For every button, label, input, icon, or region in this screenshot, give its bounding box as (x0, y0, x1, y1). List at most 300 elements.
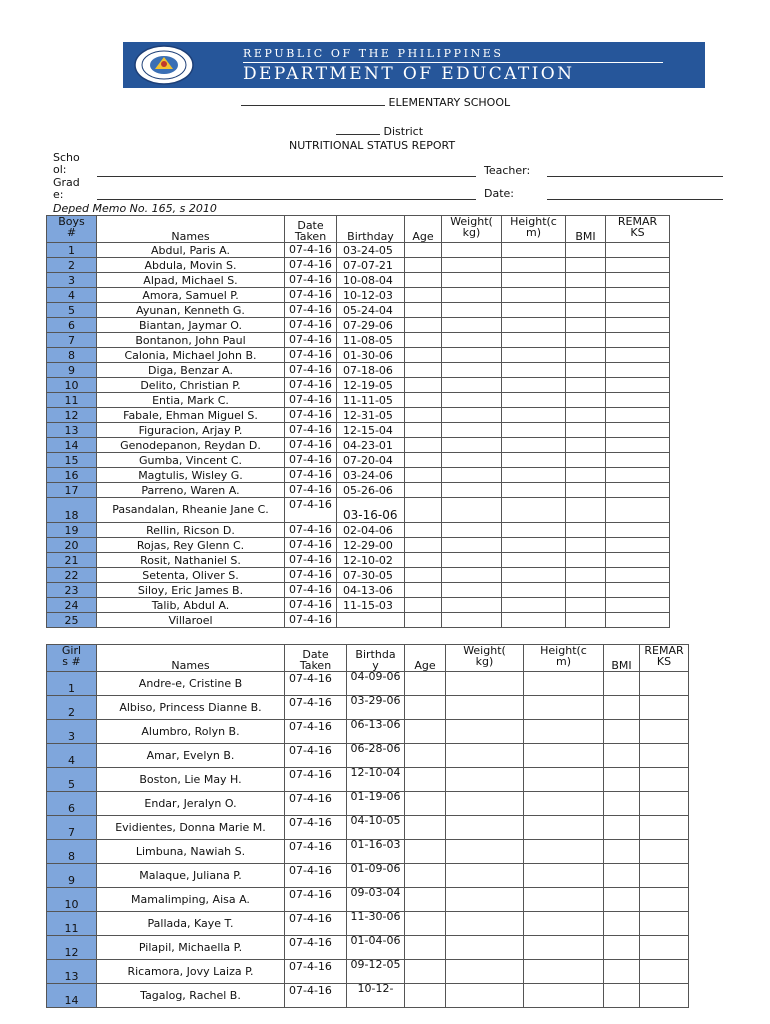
age-cell[interactable] (405, 720, 446, 744)
weight-cell[interactable] (442, 318, 502, 333)
date-taken: 07-4-16 (285, 408, 337, 423)
height-cell[interactable] (502, 408, 566, 423)
weight-cell[interactable] (442, 613, 502, 628)
student-name: Amora, Samuel P. (97, 288, 285, 303)
height-cell[interactable] (524, 840, 604, 864)
birthday: 12-10-04 (347, 768, 405, 792)
remarks-cell[interactable] (606, 348, 670, 363)
remarks-cell[interactable] (640, 696, 689, 720)
bmi-cell[interactable] (566, 303, 606, 318)
bmi-cell[interactable] (604, 888, 640, 912)
table-row (47, 453, 670, 468)
girls-date-header: Date Taken (285, 645, 347, 672)
age-cell[interactable] (405, 333, 442, 348)
remarks-cell[interactable] (640, 888, 689, 912)
bmi-cell[interactable] (566, 273, 606, 288)
height-cell[interactable] (502, 538, 566, 553)
age-cell[interactable] (405, 936, 446, 960)
age-cell[interactable] (405, 523, 442, 538)
height-cell[interactable] (502, 273, 566, 288)
age-cell[interactable] (405, 273, 442, 288)
bmi-cell[interactable] (566, 613, 606, 628)
remarks-cell[interactable] (606, 523, 670, 538)
weight-cell[interactable] (446, 768, 524, 792)
row-number: 13 (47, 960, 97, 984)
date-taken: 07-4-16 (285, 438, 337, 453)
birthday: 12-19-05 (337, 378, 405, 393)
remarks-cell[interactable] (606, 598, 670, 613)
height-cell[interactable] (502, 243, 566, 258)
age-cell[interactable] (405, 393, 442, 408)
age-cell[interactable] (405, 318, 442, 333)
remarks-cell[interactable] (606, 408, 670, 423)
table-row (47, 393, 670, 408)
department-text: DEPARTMENT OF EDUCATION (243, 63, 575, 84)
age-cell[interactable] (405, 498, 442, 523)
student-name: Limbuna, Nawiah S. (97, 840, 285, 864)
table-row (47, 672, 689, 696)
deped-memo: Deped Memo No. 165, s 2010 (53, 202, 217, 215)
age-cell[interactable] (405, 483, 442, 498)
row-number: 14 (47, 984, 97, 1008)
bmi-cell[interactable] (566, 408, 606, 423)
student-name: Abdula, Movin S. (97, 258, 285, 273)
weight-cell[interactable] (446, 936, 524, 960)
height-cell[interactable] (524, 672, 604, 696)
height-cell[interactable] (502, 258, 566, 273)
bmi-cell[interactable] (604, 672, 640, 696)
bmi-cell[interactable] (566, 318, 606, 333)
height-cell[interactable] (524, 936, 604, 960)
weight-cell[interactable] (442, 598, 502, 613)
birthday: 01-30-06 (337, 348, 405, 363)
bmi-cell[interactable] (566, 363, 606, 378)
height-cell[interactable] (502, 468, 566, 483)
weight-cell[interactable] (442, 348, 502, 363)
remarks-cell[interactable] (606, 538, 670, 553)
age-cell[interactable] (405, 303, 442, 318)
weight-cell[interactable] (442, 468, 502, 483)
row-number: 18 (47, 498, 97, 523)
age-cell[interactable] (405, 408, 442, 423)
height-cell[interactable] (502, 453, 566, 468)
birthday: 03-24-06 (337, 468, 405, 483)
weight-cell[interactable] (442, 583, 502, 598)
height-cell[interactable] (502, 598, 566, 613)
student-name: Talib, Abdul A. (97, 598, 285, 613)
age-cell[interactable] (405, 912, 446, 936)
bmi-cell[interactable] (604, 912, 640, 936)
age-cell[interactable] (405, 960, 446, 984)
height-cell[interactable] (502, 523, 566, 538)
height-cell[interactable] (502, 378, 566, 393)
weight-cell[interactable] (442, 273, 502, 288)
student-name: Rojas, Rey Glenn C. (97, 538, 285, 553)
height-cell[interactable] (524, 816, 604, 840)
height-cell[interactable] (502, 348, 566, 363)
age-cell[interactable] (405, 258, 442, 273)
birthday: 12-29-00 (337, 538, 405, 553)
table-row (47, 378, 670, 393)
bmi-cell[interactable] (566, 423, 606, 438)
student-name: Calonia, Michael John B. (97, 348, 285, 363)
date-taken: 07-4-16 (285, 273, 337, 288)
remarks-cell[interactable] (606, 288, 670, 303)
age-cell[interactable] (405, 348, 442, 363)
teacher-input-line[interactable] (547, 176, 723, 177)
weight-cell[interactable] (442, 568, 502, 583)
height-cell[interactable] (524, 912, 604, 936)
age-cell[interactable] (405, 288, 442, 303)
age-cell[interactable] (405, 453, 442, 468)
age-cell[interactable] (405, 378, 442, 393)
remarks-cell[interactable] (640, 768, 689, 792)
weight-cell[interactable] (446, 888, 524, 912)
report-title: NUTRITIONAL STATUS REPORT (289, 139, 456, 152)
date-taken: 07-4-16 (285, 483, 337, 498)
height-cell[interactable] (524, 768, 604, 792)
bmi-cell[interactable] (566, 288, 606, 303)
height-cell[interactable] (502, 288, 566, 303)
age-cell[interactable] (405, 423, 442, 438)
weight-cell[interactable] (442, 423, 502, 438)
teacher-label: Teacher: (484, 164, 531, 177)
age-cell[interactable] (405, 792, 446, 816)
age-cell[interactable] (405, 768, 446, 792)
weight-cell[interactable] (442, 243, 502, 258)
remarks-cell[interactable] (640, 864, 689, 888)
row-number: 11 (47, 393, 97, 408)
bmi-cell[interactable] (604, 768, 640, 792)
height-cell[interactable] (502, 423, 566, 438)
remarks-cell[interactable] (606, 438, 670, 453)
bmi-cell[interactable] (566, 598, 606, 613)
girls-bmi-header: BMI (604, 645, 640, 672)
weight-cell[interactable] (442, 378, 502, 393)
bmi-cell[interactable] (604, 720, 640, 744)
remarks-cell[interactable] (606, 498, 670, 523)
height-cell[interactable] (502, 303, 566, 318)
age-cell[interactable] (405, 613, 442, 628)
remarks-cell[interactable] (606, 318, 670, 333)
bmi-cell[interactable] (566, 523, 606, 538)
birthday: 03-24-05 (337, 243, 405, 258)
date-taken: 07-4-16 (285, 568, 337, 583)
weight-cell[interactable] (442, 258, 502, 273)
height-cell[interactable] (502, 363, 566, 378)
date-taken: 07-4-16 (285, 840, 347, 864)
table-row (47, 816, 689, 840)
remarks-cell[interactable] (606, 423, 670, 438)
remarks-cell[interactable] (606, 273, 670, 288)
bmi-cell[interactable] (604, 864, 640, 888)
age-cell[interactable] (405, 568, 442, 583)
table-row (47, 613, 670, 628)
bmi-cell[interactable] (604, 840, 640, 864)
table-row (47, 768, 689, 792)
age-cell[interactable] (405, 696, 446, 720)
weight-cell[interactable] (446, 840, 524, 864)
birthday: 09-12-05 (347, 960, 405, 984)
bmi-cell[interactable] (604, 792, 640, 816)
remarks-cell[interactable] (606, 393, 670, 408)
remarks-cell[interactable] (606, 303, 670, 318)
student-name: Boston, Lie May H. (97, 768, 285, 792)
weight-cell[interactable] (442, 288, 502, 303)
remarks-cell[interactable] (640, 672, 689, 696)
date-taken: 07-4-16 (285, 792, 347, 816)
girls-age-header: Age (405, 645, 446, 672)
school-type-text: ELEMENTARY SCHOOL (388, 96, 511, 109)
student-name: Abdul, Paris A. (97, 243, 285, 258)
remarks-cell[interactable] (640, 720, 689, 744)
birthday: 05-24-04 (337, 303, 405, 318)
student-name: Alumbro, Rolyn B. (97, 720, 285, 744)
weight-cell[interactable] (446, 744, 524, 768)
date-taken: 07-4-16 (285, 423, 337, 438)
remarks-cell[interactable] (606, 483, 670, 498)
date-taken: 07-4-16 (285, 348, 337, 363)
bmi-cell[interactable] (566, 583, 606, 598)
bmi-cell[interactable] (566, 553, 606, 568)
date-taken: 07-4-16 (285, 984, 347, 1008)
remarks-cell[interactable] (606, 583, 670, 598)
bmi-cell[interactable] (604, 744, 640, 768)
bmi-cell[interactable] (566, 468, 606, 483)
age-cell[interactable] (405, 583, 442, 598)
girls-names-header: Names (97, 645, 285, 672)
weight-cell[interactable] (442, 453, 502, 468)
grade-input-line[interactable] (97, 199, 476, 200)
remarks-cell[interactable] (606, 333, 670, 348)
date-taken: 07-4-16 (285, 816, 347, 840)
table-row (47, 303, 670, 318)
remarks-cell[interactable] (640, 936, 689, 960)
deped-seal-icon (131, 45, 197, 85)
height-cell[interactable] (524, 960, 604, 984)
boys-names-header: Names (97, 216, 285, 243)
weight-cell[interactable] (446, 720, 524, 744)
age-cell[interactable] (405, 888, 446, 912)
remarks-cell[interactable] (606, 468, 670, 483)
weight-cell[interactable] (442, 438, 502, 453)
birthday: 05-26-06 (337, 483, 405, 498)
row-number: 8 (47, 348, 97, 363)
birthday: 10-12-03 (337, 288, 405, 303)
remarks-cell[interactable] (606, 243, 670, 258)
height-cell[interactable] (524, 792, 604, 816)
girls-birthday-header: Birthda y (347, 645, 405, 672)
bmi-cell[interactable] (566, 438, 606, 453)
remarks-cell[interactable] (606, 613, 670, 628)
age-cell[interactable] (405, 984, 446, 1008)
date-input-line[interactable] (547, 199, 723, 200)
height-cell[interactable] (524, 864, 604, 888)
remarks-cell[interactable] (606, 553, 670, 568)
age-cell[interactable] (405, 816, 446, 840)
height-cell[interactable] (524, 984, 604, 1008)
remarks-cell[interactable] (640, 840, 689, 864)
boys-birthday-header: Birthday (337, 216, 405, 243)
age-cell[interactable] (405, 363, 442, 378)
remarks-cell[interactable] (606, 363, 670, 378)
bmi-cell[interactable] (566, 453, 606, 468)
bmi-cell[interactable] (566, 498, 606, 523)
student-name: Villaroel (97, 613, 285, 628)
birthday: 01-19-06 (347, 792, 405, 816)
birthday: 06-13-06 (347, 720, 405, 744)
age-cell[interactable] (405, 438, 442, 453)
weight-cell[interactable] (442, 393, 502, 408)
height-cell[interactable] (502, 568, 566, 583)
school-label: Scho ol: (53, 151, 80, 176)
weight-cell[interactable] (442, 498, 502, 523)
weight-cell[interactable] (446, 960, 524, 984)
row-number: 12 (47, 408, 97, 423)
weight-cell[interactable] (442, 538, 502, 553)
student-name: Evidientes, Donna Marie M. (97, 816, 285, 840)
school-title (241, 96, 510, 109)
remarks-cell[interactable] (640, 984, 689, 1008)
bmi-cell[interactable] (566, 483, 606, 498)
bmi-cell[interactable] (566, 333, 606, 348)
height-cell[interactable] (502, 613, 566, 628)
remarks-cell[interactable] (640, 960, 689, 984)
birthday: 02-04-06 (337, 523, 405, 538)
age-cell[interactable] (405, 538, 442, 553)
height-cell[interactable] (524, 744, 604, 768)
student-name: Rosit, Nathaniel S. (97, 553, 285, 568)
age-cell[interactable] (405, 553, 442, 568)
weight-cell[interactable] (446, 792, 524, 816)
weight-cell[interactable] (446, 912, 524, 936)
weight-cell[interactable] (442, 523, 502, 538)
bmi-cell[interactable] (566, 258, 606, 273)
table-row (47, 523, 670, 538)
weight-cell[interactable] (446, 864, 524, 888)
birthday: 12-31-05 (337, 408, 405, 423)
date-taken: 07-4-16 (285, 672, 347, 696)
height-cell[interactable] (524, 696, 604, 720)
weight-cell[interactable] (442, 483, 502, 498)
bmi-cell[interactable] (604, 960, 640, 984)
height-cell[interactable] (502, 333, 566, 348)
age-cell[interactable] (405, 864, 446, 888)
row-number: 5 (47, 768, 97, 792)
height-cell[interactable] (502, 438, 566, 453)
remarks-cell[interactable] (606, 258, 670, 273)
student-name: Genodepanon, Reydan D. (97, 438, 285, 453)
age-cell[interactable] (405, 840, 446, 864)
date-taken: 07-4-16 (285, 363, 337, 378)
bmi-cell[interactable] (566, 393, 606, 408)
bmi-cell[interactable] (566, 348, 606, 363)
age-cell[interactable] (405, 468, 442, 483)
boys-age-header: Age (405, 216, 442, 243)
height-cell[interactable] (502, 583, 566, 598)
table-row (47, 960, 689, 984)
student-name: Ricamora, Jovy Laiza P. (97, 960, 285, 984)
weight-cell[interactable] (442, 303, 502, 318)
weight-cell[interactable] (442, 333, 502, 348)
table-row (47, 468, 670, 483)
weight-cell[interactable] (446, 984, 524, 1008)
remarks-cell[interactable] (640, 744, 689, 768)
birthday: 04-23-01 (337, 438, 405, 453)
height-cell[interactable] (502, 553, 566, 568)
height-cell[interactable] (502, 498, 566, 523)
weight-cell[interactable] (446, 816, 524, 840)
birthday: 10-08-04 (337, 273, 405, 288)
bmi-cell[interactable] (604, 984, 640, 1008)
student-name: Pilapil, Michaella P. (97, 936, 285, 960)
student-name: Andre-e, Cristine B (97, 672, 285, 696)
height-cell[interactable] (502, 483, 566, 498)
height-cell[interactable] (524, 888, 604, 912)
bmi-cell[interactable] (566, 568, 606, 583)
birthday (337, 613, 405, 628)
row-number: 3 (47, 273, 97, 288)
height-cell[interactable] (502, 318, 566, 333)
row-number: 1 (47, 243, 97, 258)
age-cell[interactable] (405, 744, 446, 768)
weight-cell[interactable] (442, 553, 502, 568)
birthday: 11-15-03 (337, 598, 405, 613)
boys-bmi-header: BMI (566, 216, 606, 243)
remarks-cell[interactable] (606, 453, 670, 468)
age-cell[interactable] (405, 598, 442, 613)
remarks-cell[interactable] (606, 378, 670, 393)
birthday: 07-20-04 (337, 453, 405, 468)
weight-cell[interactable] (442, 408, 502, 423)
date-taken: 07-4-16 (285, 960, 347, 984)
bmi-cell[interactable] (604, 936, 640, 960)
age-cell[interactable] (405, 672, 446, 696)
birthday: 11-30-06 (347, 912, 405, 936)
student-name: Tagalog, Rachel B. (97, 984, 285, 1008)
date-taken: 07-4-16 (285, 583, 337, 598)
table-row (47, 936, 689, 960)
remarks-cell[interactable] (640, 816, 689, 840)
bmi-cell[interactable] (604, 816, 640, 840)
table-row (47, 984, 689, 1008)
weight-cell[interactable] (446, 672, 524, 696)
height-cell[interactable] (524, 720, 604, 744)
remarks-cell[interactable] (640, 912, 689, 936)
remarks-cell[interactable] (606, 568, 670, 583)
remarks-cell[interactable] (640, 792, 689, 816)
school-input-line[interactable] (97, 176, 476, 177)
birthday: 12-10-02 (337, 553, 405, 568)
row-number: 2 (47, 696, 97, 720)
bmi-cell[interactable] (604, 696, 640, 720)
bmi-cell[interactable] (566, 378, 606, 393)
table-row (47, 583, 670, 598)
birthday: 07-30-05 (337, 568, 405, 583)
date-taken: 07-4-16 (285, 318, 337, 333)
bmi-cell[interactable] (566, 538, 606, 553)
table-row (47, 348, 670, 363)
height-cell[interactable] (502, 393, 566, 408)
bmi-cell[interactable] (566, 243, 606, 258)
table-row (47, 744, 689, 768)
weight-cell[interactable] (442, 363, 502, 378)
district-text: District (383, 125, 424, 138)
age-cell[interactable] (405, 243, 442, 258)
weight-cell[interactable] (446, 696, 524, 720)
table-row (47, 553, 670, 568)
row-number: 17 (47, 483, 97, 498)
